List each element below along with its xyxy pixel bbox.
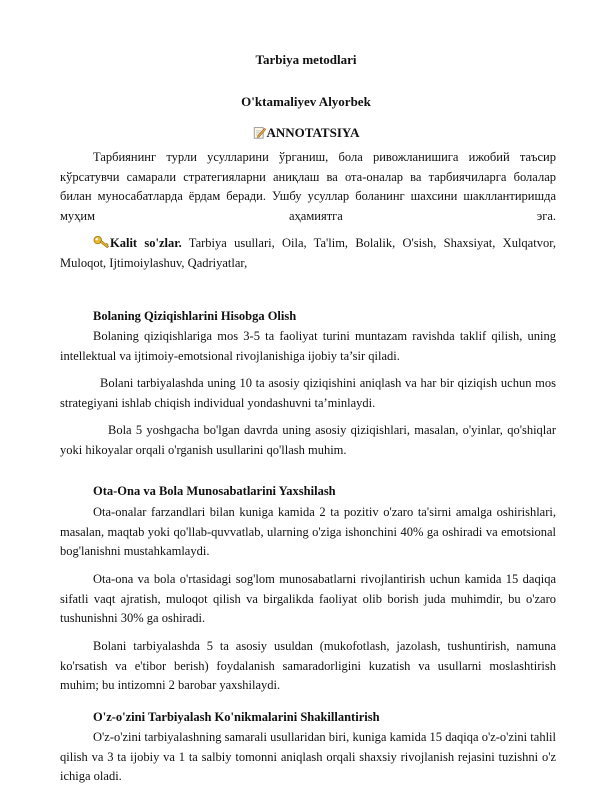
paragraph: Bola 5 yoshgacha bo'lgan davrda uning asosiy qiziqishlari, masalan, o'yinlar, qo'shiqlar yoki hikoyalar orqali o'rganish usullarini qo'llash muhim. <box>60 423 556 457</box>
section-heading-self-education: O'z-o'zini Tarbiyalash Ko'nikmalarini Shakillantirish <box>93 710 380 724</box>
keywords-label: Kalit so'zlar. <box>110 236 182 250</box>
paragraph: Bolaning qiziqishlariga mos 3-5 ta faoliyat turini muntazam ravishda taklif qilish, uning intellektual va ijtimoiy-emotsional rivojlanishiga ijobiy ta’sir qiladi. <box>60 329 556 363</box>
document-title: Tarbiya metodlari <box>255 52 357 67</box>
annotation-text: Тарбиянинг турли усулларини ўрганиш, бола ривожланишига ижобий таъсир кўрсатувчи самарали стратегияларни аниқлаш ва ота-оналар ва тарбиячиларга болалар билан муносабатларда ёрдам беради. Ушбу усуллар боланинг шахсини шакллантиришда муҳим аҳамиятга эга. <box>60 150 556 223</box>
section-heading-parent-child: Ota-Ona va Bola Munosabatlarini Yaxshilash <box>93 484 336 498</box>
paragraph: O'z-o'zini tarbiyalashning samarali usullaridan biri, kuniga kamida 15 daqiqa o'z-o'zini tahlil qilish va 3 ta ijobiy va 1 ta salbiy tomonni aniqlash orqali shaxsiy rivojlanish rejasini tuzishni o'z ichiga oladi. <box>60 730 556 783</box>
annotation-heading-row <box>0 125 612 141</box>
section-heading-interests: Bolaning Qiziqishlarini Hisobga Olish <box>93 309 297 323</box>
paragraph: Bolani tarbiyalashda uning 10 ta asosiy qiziqishini aniqlash va har bir qiziqish uchun mos strategiyani ishlab chiqish individual yondashuvni ta’minlaydi. <box>60 376 556 410</box>
keywords-paragraph <box>60 234 556 273</box>
paragraph: Ota-ona va bola o'rtasidagi sog'lom munosabatlarni rivojlantirish uchun kamida 15 daqiqa sifatli vaqt ajratish, muloqot qilish va birgalikda faoliyat olib borish juda muhimdir, bu o'zaro tushunishni 30% ga oshiradi. <box>60 572 556 625</box>
paragraph: Ota-onalar farzandlari bilan kuniga kamida 2 ta pozitiv o'zaro ta'sirni amalga oshirishlari, masalan, maqtab yoki qo'llab-quvvatlab, ularning o'ziga ishonchini 40% ga oshiradi va emotsional bog'lanishni mustahkamlaydi. <box>60 505 556 558</box>
author-name: O'ktamaliyev Alyorbek <box>241 94 371 109</box>
memo-icon <box>253 126 266 139</box>
annotation-heading: ANNOTATSIYA <box>266 125 360 140</box>
key-icon <box>93 235 110 249</box>
paragraph: Bolani tarbiyalashda 5 ta asosiy usuldan (mukofotlash, jazolash, tushuntirish, namuna ko'rsatish va e'tibor berish) foydalanish samaradorligini kuzatish va usullarni moslashtirish muhim; bu intizomni 2 barobar yaxshilaydi. <box>60 639 556 692</box>
keywords-list: Tarbiya usullari, Oila, Ta'lim, Bolalik, O'sish, Shaxsiyat, Xulqatvor, Muloqot, Ijtimoiylashuv, Qadriyatlar, <box>60 236 556 270</box>
